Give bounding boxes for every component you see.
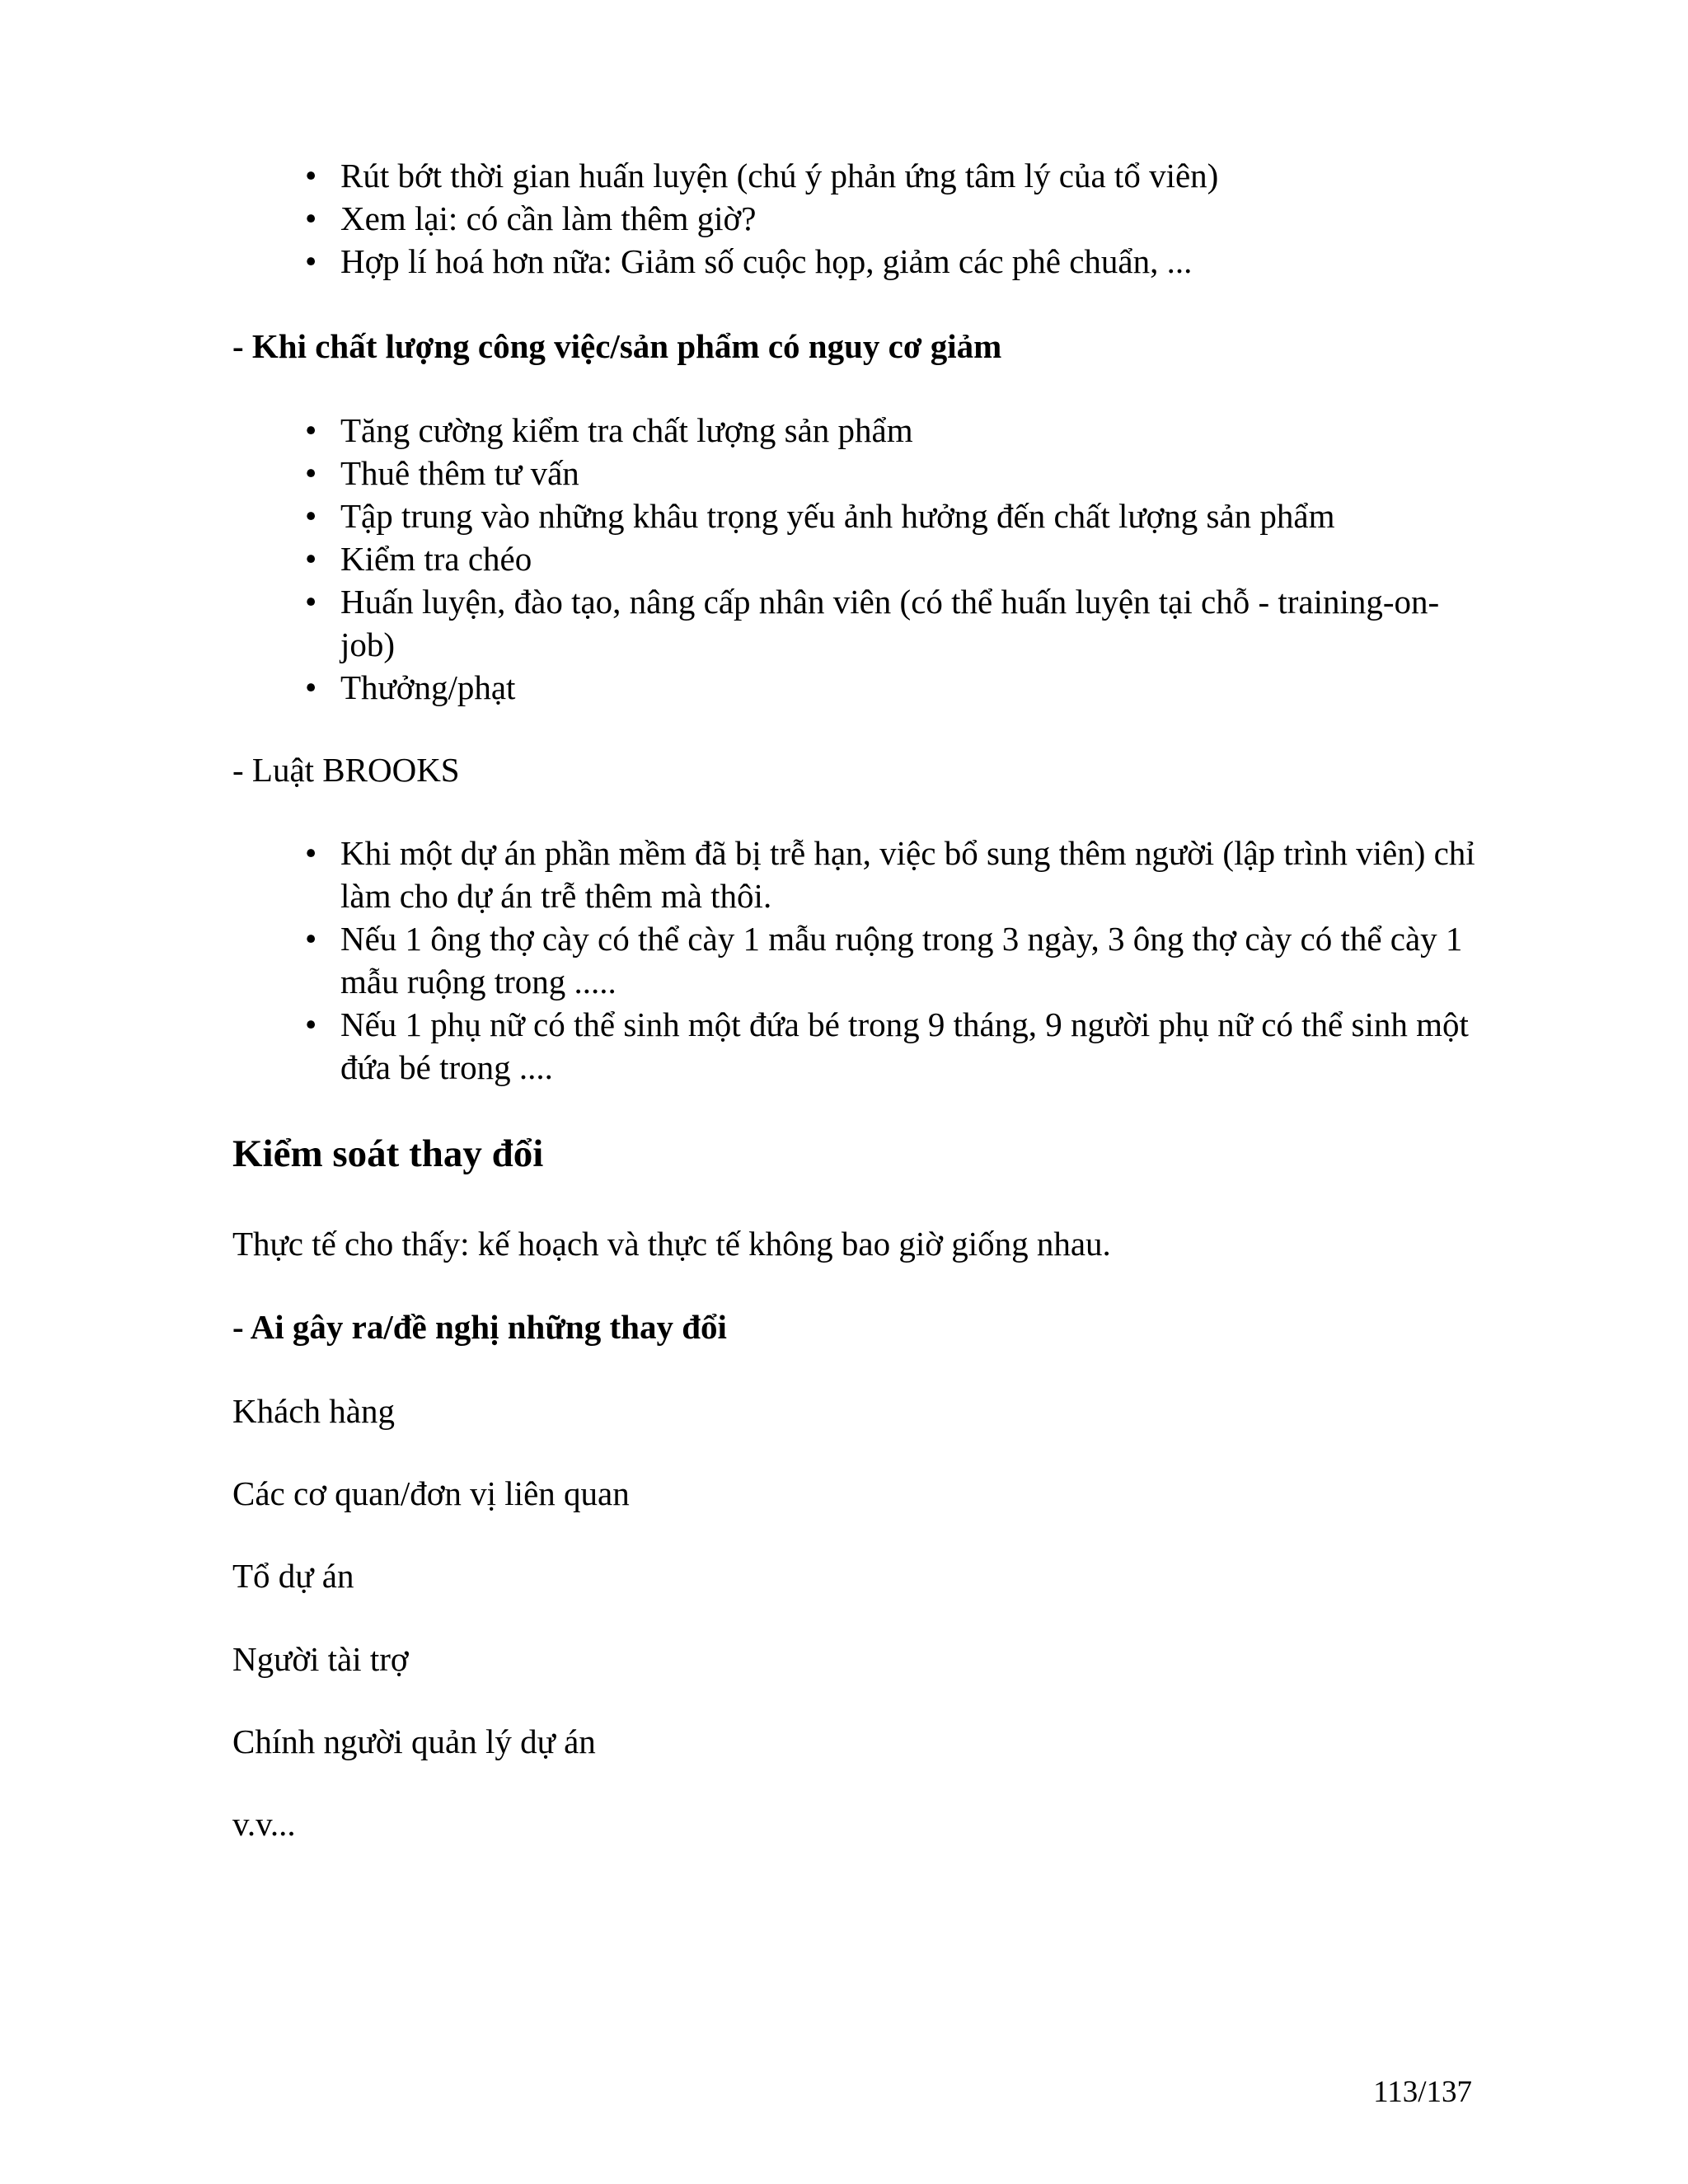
who-item: Tổ dự án xyxy=(232,1557,354,1595)
who-item: Các cơ quan/đơn vị liên quan xyxy=(232,1474,630,1512)
page-number: 113/137 xyxy=(1373,2075,1472,2109)
brooks-law-list xyxy=(232,832,1485,1089)
brooks-heading: - Luật BROOKS xyxy=(232,751,460,789)
list-item: • Rút bớt thời gian huấn luyện (chú ý phản ứng tâm lý của tổ viên) xyxy=(232,154,1485,197)
section-title: Kiểm soát thay đổi xyxy=(232,1132,544,1175)
list-item: • Hợp lí hoá hơn nữa: Giảm số cuộc họp, giảm các phê chuẩn, ... xyxy=(232,240,1485,283)
who-item: v.v... xyxy=(232,1805,296,1843)
schedule-actions-list xyxy=(232,154,1485,283)
list-item: • Huấn luyện, đào tạo, nâng cấp nhân viên (có thể huấn luyện tại chỗ - training-on-job) xyxy=(232,580,1453,666)
list-item: • Nếu 1 phụ nữ có thể sinh một đứa bé trong 9 tháng, 9 người phụ nữ có thể sinh một đứa bé trong .... xyxy=(232,1003,1485,1089)
who-item: Chính người quản lý dự án xyxy=(232,1722,596,1760)
list-item: • Nếu 1 ông thợ cày có thể cày 1 mẫu ruộng trong 3 ngày, 3 ông thợ cày có thể cày 1 mẫu ruộng trong ..... xyxy=(232,917,1485,1003)
list-item: • Tăng cường kiểm tra chất lượng sản phẩm xyxy=(232,409,1485,452)
who-item: Khách hàng xyxy=(232,1392,395,1430)
list-item: • Kiểm tra chéo xyxy=(232,537,1485,580)
list-item: • Thưởng/phạt xyxy=(232,666,1485,709)
quality-actions-list xyxy=(232,409,1485,709)
list-item: • Thuê thêm tư vấn xyxy=(232,452,1485,494)
who-item: Người tài trợ xyxy=(232,1640,409,1678)
list-item: • Tập trung vào những khâu trọng yếu ảnh hưởng đến chất lượng sản phẩm xyxy=(232,494,1485,537)
list-item: • Xem lại: có cần làm thêm giờ? xyxy=(232,197,1485,240)
quality-heading: - Khi chất lượng công việc/sản phẩm có nguy cơ giảm xyxy=(232,327,1002,365)
intro-paragraph: Thực tế cho thấy: kế hoạch và thực tế không bao giờ giống nhau. xyxy=(232,1225,1111,1263)
list-item: • Khi một dự án phần mềm đã bị trễ hạn, việc bổ sung thêm người (lập trình viên) chỉ làm cho dự án trễ thêm mà thôi. xyxy=(232,832,1485,917)
who-heading: - Ai gây ra/đề nghị những thay đổi xyxy=(232,1308,727,1346)
